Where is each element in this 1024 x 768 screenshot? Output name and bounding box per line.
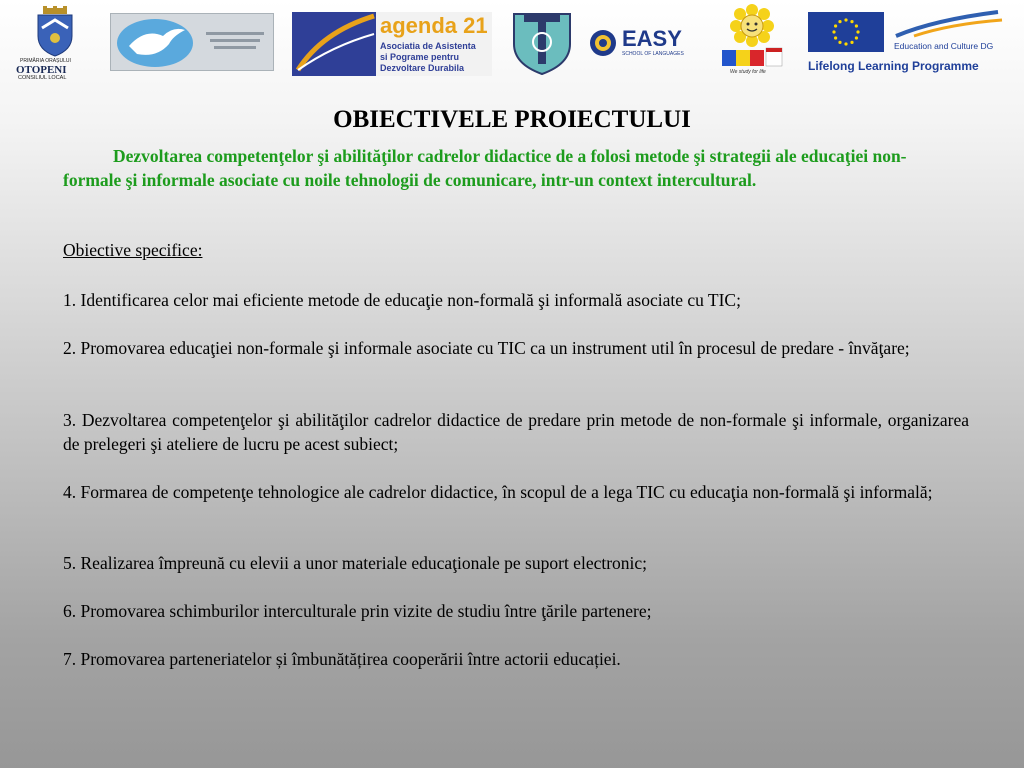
eu-dg-label: Education and Culture DG [894, 41, 994, 51]
page-title: OBIECTIVELE PROIECTULUI [333, 106, 691, 133]
agenda21-line-3: Dezvoltare Durabila [380, 63, 465, 73]
eu-lifelong-learning-logo [806, 10, 1008, 76]
eu-flag-icon [808, 12, 884, 52]
objective-item-1: 1. Identificarea celor mai eficiente metode de educaţie non-formală şi informală asociate cu TIC; [63, 290, 741, 310]
easy-name: EASY [622, 26, 682, 51]
kids-school-logo [712, 4, 792, 80]
crest-sub-label: CONSILIUL LOCAL [18, 75, 67, 81]
agenda21-title: agenda 21 [380, 13, 488, 38]
eu-program-label: Lifelong Learning Programme [808, 59, 979, 73]
crest-small-label: PRIMĂRIA ORAȘULUI [20, 58, 71, 64]
objective-item-7: 7. Promovarea parteneriatelor și îmbunătățirea cooperării între actorii educației. [63, 649, 621, 669]
partner-logos-strip [0, 0, 1024, 86]
lifelong-swoosh-icon [894, 10, 1004, 38]
school-dove-logo [110, 13, 274, 71]
otopeni-crest-logo [14, 6, 96, 81]
objective-item-2: 2. Promovarea educaţiei non-formale şi informale asociate cu TIC ca un instrument util în procesul de predare - învăţare; [63, 338, 910, 358]
dove-icon [111, 14, 275, 72]
objective-item-6: 6. Promovarea schimburilor interculturale prin vizite de studiu între ţările partenere; [63, 601, 652, 621]
objective-item-3: 3. Dezvoltarea competenţelor şi abilităţilor cadrelor didactice de predare prin metode de non-formale şi informale, organizarea de prelegeri şi ateliere de lucru pe acest subiect; [63, 410, 969, 454]
general-objective-text: Dezvoltarea competenţelor şi abilităţilor cadrelor didactice de a folosi metode şi strategii ale educaţiei non-formale şi informale asociate cu noile tehnologii de comunicare, intr-un context intercultural. [63, 146, 907, 190]
shield-icon [508, 8, 576, 78]
otopeni-name: OTOPENI [16, 64, 67, 76]
easy-school-logo [588, 26, 700, 62]
easy-swirl-icon [588, 28, 618, 58]
agenda21-logo [292, 12, 492, 76]
objective-item-4: 4. Formarea de competenţe tehnologice ale cadrelor didactice, în scopul de a lega TIC cu educaţia non-formală şi informală; [63, 482, 933, 502]
agenda21-line-2: si Pograme pentru [380, 52, 460, 62]
kids-motto: We study for life [730, 69, 766, 75]
agenda21-line-1: Asociatia de Asistenta [380, 41, 476, 51]
specific-objectives-heading: Obiective specifice: [63, 240, 203, 260]
objective-item-5: 5. Realizarea împreună cu elevii a unor materiale educaţionale pe suport electronic; [63, 553, 648, 573]
tm-shield-logo [508, 8, 576, 78]
easy-subtitle: SCHOOL OF LANGUAGES [622, 51, 684, 57]
